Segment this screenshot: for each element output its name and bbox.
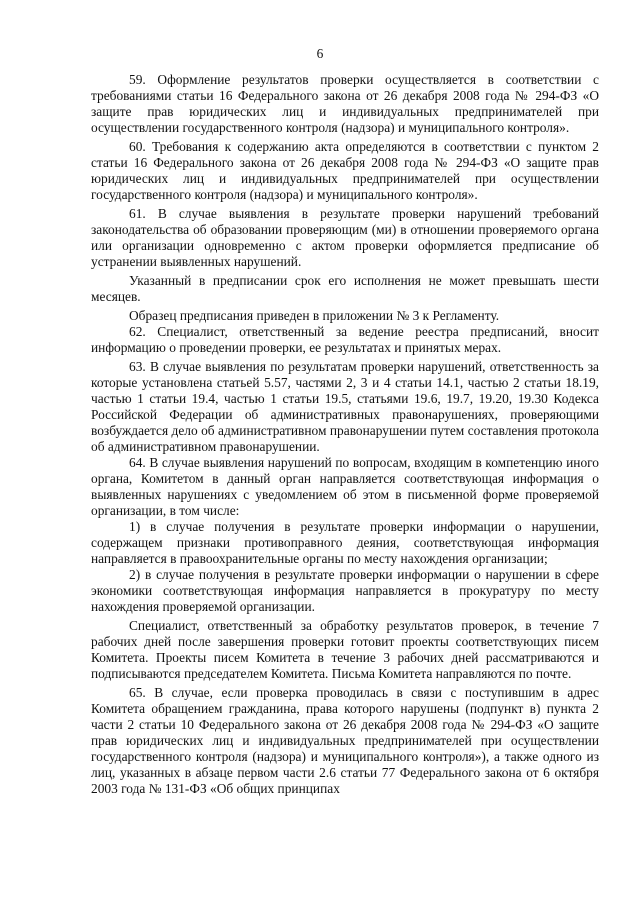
paragraph-64-letters: Специалист, ответственный за обработку результатов проверок, в течение 7 рабочих дней после завершения проверки готовит проекты соответствующих писем Комитета. Проекты писем Комитета в течение 3 рабочих дней рассматриваются и подписываются председателем Комитета. Письма Комитета направляются по почте. (91, 618, 599, 681)
document-body (91, 72, 599, 797)
paragraph-61-term: Указанный в предписании срок его исполнения не может превышать шести месяцев. (91, 273, 599, 304)
paragraph-64: 64. В случае выявления нарушений по вопросам, входящим в компетенцию иного органа, Комитетом в данный орган направляется соответствующая информация о выявленных нарушениях с уведомлением об этом в письменной форме проверяемой организации, в том числе: (91, 455, 599, 518)
paragraph-62: 62. Специалист, ответственный за ведение реестра предписаний, вносит информацию о проведении проверки, ее результатах и принятых мерах. (91, 324, 599, 355)
paragraph-64-item-2: 2) в случае получения в результате проверки информации о нарушении в сфере экономики соответствующая информация направляется в прокуратуру по месту нахождения проверяемой организации. (91, 567, 599, 614)
paragraph-59: 59. Оформление результатов проверки осуществляется в соответствии с требованиями статьи 16 Федерального закона от 26 декабря 2008 года № 294-ФЗ «О защите прав юридических лиц и индивидуальных предпринимателей при осуществлении государственного контроля (надзора) и муниципального контроля». (91, 72, 599, 135)
paragraph-63: 63. В случае выявления по результатам проверки нарушений, ответственность за которые установлена статьей 5.57, частями 2, 3 и 4 статьи 14.1, частью 2 статьи 18.19, частью 1 статьи 19.4, частью 1 статьи 19.5, статьями 19.6, 19.7, 19.20, 19.30 Кодекса Российской Федерации об административных правонарушениях, проверяющими возбуждается дело об административном правонарушении путем составления протокола об административном правонарушении. (91, 359, 599, 454)
paragraph-61-sample: Образец предписания приведен в приложении № 3 к Регламенту. (129, 308, 500, 323)
paragraph-60: 60. Требования к содержанию акта определяются в соответствии с пунктом 2 статьи 16 Федерального закона от 26 декабря 2008 года № 294-ФЗ «О защите прав юридических лиц и индивидуальных предпринимателей при осуществлении государственного контроля (надзора) и муниципального контроля». (91, 139, 599, 202)
paragraph-65: 65. В случае, если проверка проводилась в связи с поступившим в адрес Комитета обращением гражданина, права которого нарушены (подпункт в) пункта 2 части 2 статьи 10 Федерального закона от 26 декабря 2008 года № 294-ФЗ «О защите прав юридических лиц и индивидуальных предпринимателей при осуществлении государственного контроля (надзора) и муниципального контроля»), а также одного из лиц, указанных в абзаце первом части 2.6 статьи 77 Федерального закона от 6 октября 2003 года № 131-ФЗ «Об общих принципах (91, 685, 599, 796)
page-number: 6 (316, 46, 324, 61)
paragraph-64-item-1: 1) в случае получения в результате проверки информации о нарушении, содержащем признаки противоправного деяния, соответствующая информация направляется в правоохранительные органы по месту нахождения организации; (91, 519, 599, 566)
paragraph-61: 61. В случае выявления в результате проверки нарушений требований законодательства об образовании проверяющим (ми) в отношении проверяемого органа или организации одновременно с актом проверки оформляется предписание об устранении выявленных нарушений. (91, 206, 599, 269)
